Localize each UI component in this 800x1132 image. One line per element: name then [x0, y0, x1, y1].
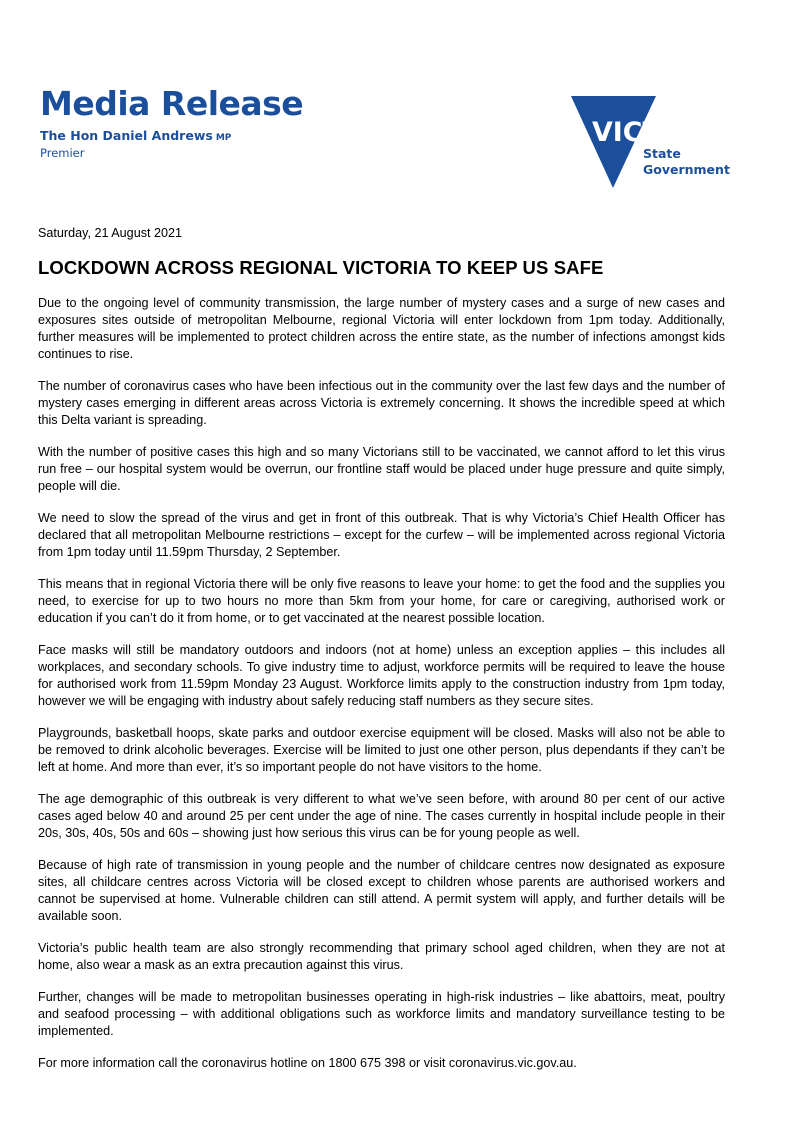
- body-paragraph-10: Victoria’s public health team are also strongly recommending that primary school aged children, when they are not at home, also wear a mask as an extra precaution against this virus.: [38, 941, 725, 972]
- body-paragraph-12: For more information call the coronavirus hotline on 1800 675 398 or visit coronavirus.vic.gov.au.: [38, 1056, 577, 1070]
- logo-line-state: State: [643, 146, 681, 161]
- body-paragraph-6: Face masks will still be mandatory outdoors and indoors (not at home) unless an exception applies – this includes all workplaces, and secondary schools. To give industry time to adjust, workforce permits will be required to leave the house for authorised work from 11.59pm Monday 23 August. Workforce limits apply to the construction industry from 1pm today, however we will be engaging with industry about safely reducing staff numbers as they secure sites.: [38, 643, 725, 708]
- release-headline: LOCKDOWN ACROSS REGIONAL VICTORIA TO KEEP US SAFE: [38, 257, 604, 278]
- minister-name-text: The Hon Daniel Andrews: [40, 128, 213, 143]
- media-release-header: [40, 84, 303, 160]
- minister-name: [40, 128, 303, 146]
- body-paragraph-7: Playgrounds, basketball hoops, skate parks and outdoor exercise equipment will be closed. Masks will also not be able to be removed to drink alcoholic beverages. Exercise will be limited to just one other person, plus dependants if they can’t be left at home. And more than ever, it’s so important people do not have visitors to the home.: [38, 726, 725, 774]
- release-date: Saturday, 21 August 2021: [38, 226, 183, 240]
- page-title: Media Release: [40, 84, 304, 123]
- body-paragraph-11: Further, changes will be made to metropolitan businesses operating in high-risk industries – like abattoirs, meat, poultry and seafood processing – with additional obligations such as workforce limits and mandatory surveillance testing to be implemented.: [38, 990, 725, 1038]
- body-paragraph-3: With the number of positive cases this high and so many Victorians still to be vaccinated, we cannot afford to let this virus run free – our hospital system would be overrun, our frontline staff would be placed under huge pressure and quite simply, people will die.: [38, 445, 725, 493]
- body-paragraph-2: The number of coronavirus cases who have been infectious out in the community over the last few days and the number of mystery cases emerging in different areas across Victoria is extremely concerning. It shows the incredible speed at which this Delta variant is spreading.: [38, 379, 725, 427]
- victoria-state-government-logo: [568, 94, 738, 190]
- logo-wordmark: VICTORIA: [592, 117, 736, 148]
- body-paragraph-8: The age demographic of this outbreak is very different to what we’ve seen before, with around 80 per cent of our active cases aged below 40 and around 25 per cent under the age of nine. The cases currently in hospital include people in their 20s, 30s, 40s, 50s and 60s – showing just how serious this virus can be for young people as well.: [38, 792, 725, 840]
- body-paragraph-4: We need to slow the spread of the virus and get in front of this outbreak. That is why Victoria’s Chief Health Officer has declared that all metropolitan Melbourne restrictions – except for the curfew – will be implemented across regional Victoria from 1pm today until 11.59pm Thursday, 2 September.: [38, 511, 725, 559]
- body-paragraph-9: Because of high rate of transmission in young people and the number of childcare centres now designated as exposure sites, all childcare centres across Victoria will be closed except to children whose parents are authorised workers and cannot be supervised at home. Vulnerable children can still attend. A permit system will apply, and further details will be available soon.: [38, 858, 725, 923]
- logo-line-government: Government: [643, 162, 730, 177]
- minister-role: Premier: [40, 146, 85, 160]
- release-body: [38, 225, 725, 1072]
- body-paragraph-5: This means that in regional Victoria there will be only five reasons to leave your home: to get the food and the supplies you need, to exercise for up to two hours no more than 5km from your home, for care or caregiving, authorised work or education if you can’t do it from home, or to get vaccinated at the nearest possible location.: [38, 577, 725, 625]
- minister-suffix: MP: [215, 133, 232, 143]
- body-paragraph-1: Due to the ongoing level of community transmission, the large number of mystery cases and a surge of new cases and exposures sites outside of metropolitan Melbourne, regional Victoria will enter lockdown from 1pm today. Additionally, further measures will be implemented to protect children across the entire state, as the number of infections amongst kids continues to rise.: [38, 296, 725, 361]
